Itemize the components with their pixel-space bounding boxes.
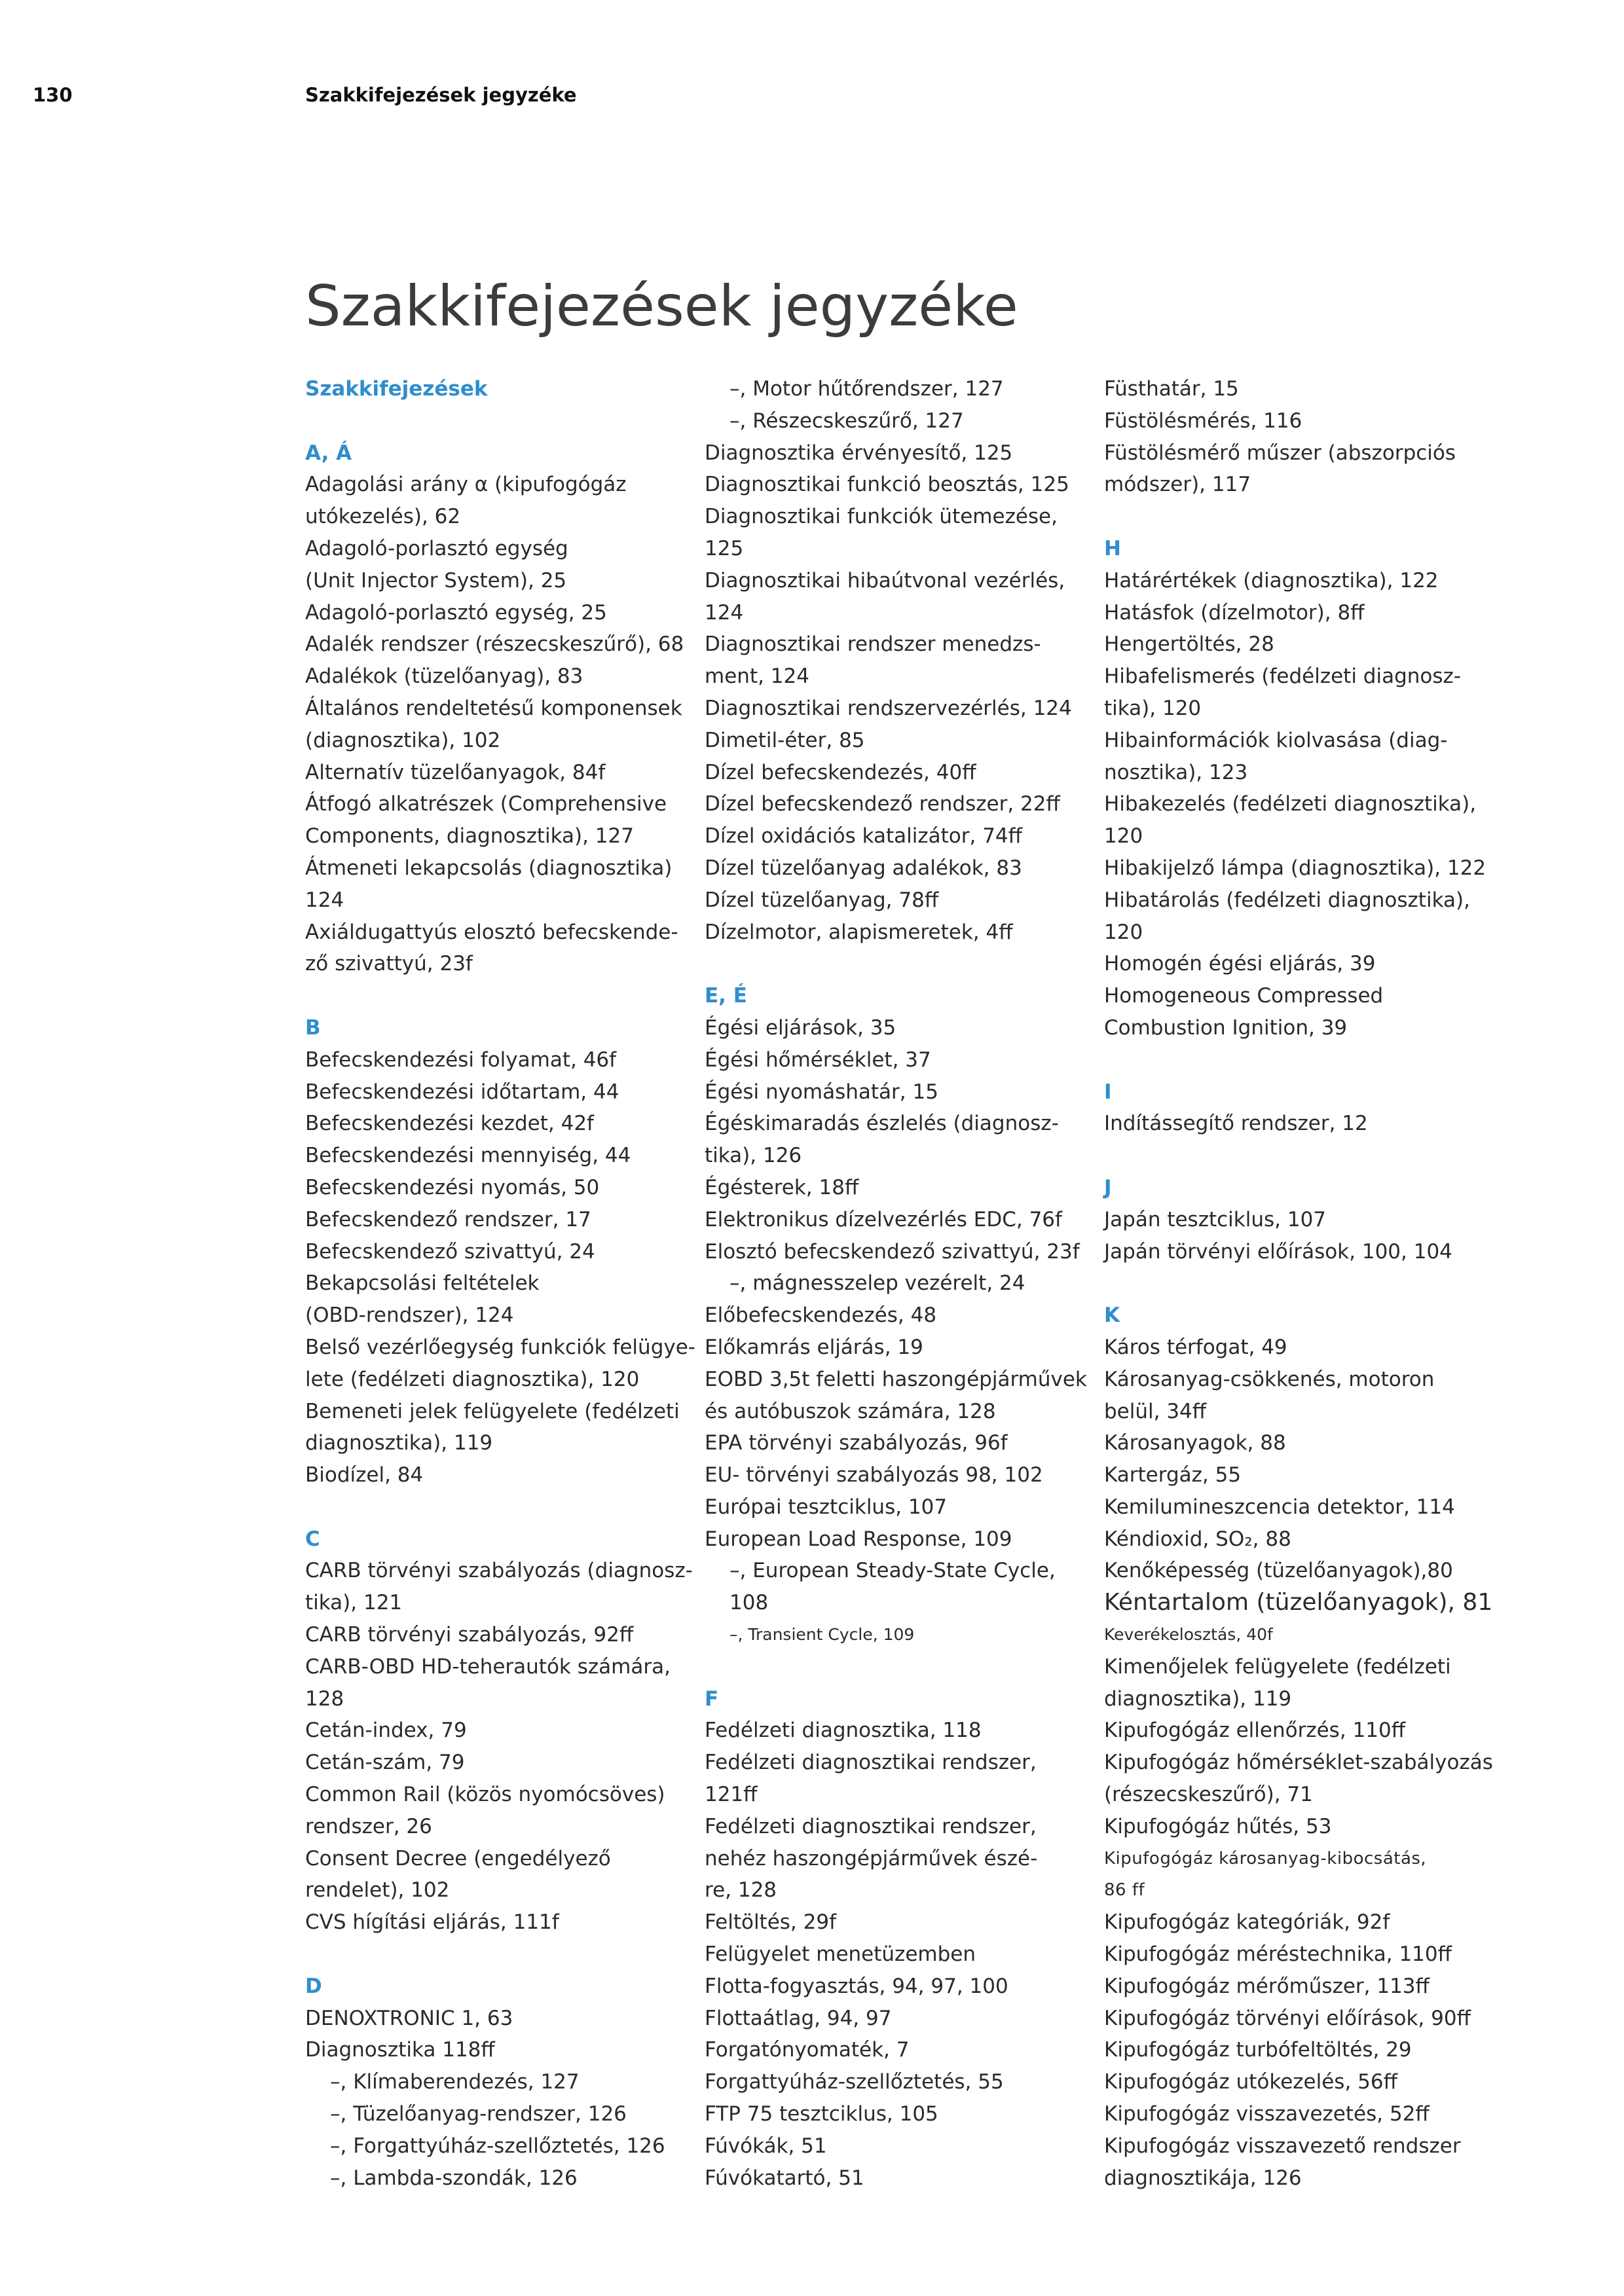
index-entry-line: Általános rendeltetésű komponensek — [305, 696, 682, 720]
index-entry-line: Bekapcsolási feltételek — [305, 1271, 540, 1296]
index-entry-line: Kipufogógáz hűtés, 53 — [1104, 1814, 1332, 1838]
index-entry-line: Kenőképesség (tüzelőanyagok),80 — [1104, 1559, 1453, 1583]
index-entry-line: (OBD-rendszer), 124 — [305, 1303, 514, 1328]
index-entry-line: Feltöltés, 29f — [705, 1910, 837, 1935]
index-entry — [1104, 948, 1497, 980]
index-entry-line: Kipufogógáz mérőműszer, 113ff — [1104, 1974, 1430, 1998]
index-entry-line: FTP 75 tesztciklus, 105 — [705, 2102, 938, 2126]
index-entry — [1104, 1971, 1497, 2003]
index-entry-line: Bemeneti jelek felügyelete (fedélzeti — [305, 1399, 680, 1423]
index-entry-line: ment, 124 — [705, 665, 809, 689]
index-entry — [1104, 1747, 1497, 1811]
index-entry-line: Fúvókatartó, 51 — [705, 2166, 864, 2190]
index-entry — [305, 1172, 698, 1204]
index-entry-line: nehéz haszongépjárművek észé- — [705, 1846, 1038, 1870]
index-entry-line: diagnosztikája, 126 — [1104, 2166, 1302, 2190]
index-entry — [1104, 1364, 1497, 1428]
index-entry-line: –, Klímaberendezés, 127 — [330, 2070, 580, 2094]
index-entry — [705, 1523, 1098, 1556]
index-entry-line: Befecskendezési mennyiség, 44 — [305, 1144, 631, 1168]
index-entry-line: és autóbuszok számára, 128 — [705, 1399, 996, 1423]
index-entry-line: Kipufogógáz kategóriák, 92f — [1104, 1910, 1390, 1935]
index-entry-line: EPA törvényi szabályozás, 96f — [705, 1431, 1008, 1455]
index-entry — [305, 1076, 698, 1108]
index-entry-line: –, mágnesszelep vezérelt, 24 — [729, 1271, 1025, 1296]
index-entry-line: Hatásfok (dízelmotor), 8ff — [1104, 600, 1365, 625]
index-entry — [305, 1267, 698, 1332]
index-entry — [705, 1811, 1098, 1906]
index-entry-line: Dízel befecskendező rendszer, 22ff — [705, 792, 1060, 816]
index-entry — [705, 1939, 1098, 1971]
index-entry-line: (diagnosztika), 102 — [305, 728, 501, 752]
index-entry-line: Forgattyúház-szellőztetés, 55 — [705, 2070, 1004, 2094]
index-entry-line: belül, 34ff — [1104, 1399, 1207, 1423]
index-entry-line: 86 ff — [1104, 1880, 1145, 1901]
index-entry — [705, 2162, 1098, 2195]
index-entry-line: diagnosztika), 119 — [305, 1431, 493, 1455]
index-entry-line: Füstölésmérő műszer (abszorpciós — [1104, 441, 1456, 465]
index-entry-line: Diagnosztikai funkció beosztás, 125 — [705, 473, 1069, 497]
index-entry-line: CARB-OBD HD-teherautók számára, — [305, 1654, 671, 1679]
index-subentry — [305, 2066, 698, 2098]
index-entry-line: Kimenőjelek felügyelete (fedélzeti — [1104, 1654, 1451, 1679]
index-entry — [705, 2098, 1098, 2130]
page-title: Szakkifejezések jegyzéke — [305, 273, 1018, 339]
index-entry-line: Füstölésmérés, 116 — [1104, 409, 1302, 433]
index-subentry — [705, 1619, 1098, 1651]
index-entry-line: Components, diagnosztika), 127 — [305, 824, 634, 848]
index-entry-line: Japán tesztciklus, 107 — [1104, 1207, 1327, 1231]
index-entry-line: rendelet), 102 — [305, 1878, 450, 1903]
index-entry — [1104, 1427, 1497, 1459]
index-entry-line: Befecskendezési időtartam, 44 — [305, 1080, 619, 1104]
index-entry-line: Cetán-index, 79 — [305, 1719, 467, 1743]
index-entry-line: Égési eljárások, 35 — [705, 1015, 896, 1040]
index-subentry — [305, 2098, 698, 2130]
index-entry-line: Diagnosztika érvényesítő, 125 — [705, 441, 1013, 465]
index-entry — [305, 533, 698, 597]
index-entry-line: –, Motor hűtőrendszer, 127 — [729, 377, 1004, 401]
page-number: 130 — [33, 84, 73, 106]
index-entry-line: Kipufogógáz utókezelés, 56ff — [1104, 2070, 1397, 2094]
index-entry — [305, 693, 698, 757]
index-column-1 — [305, 373, 698, 2194]
index-entry-line: Kéntartalom (tüzelőanyagok), 81 — [1104, 1589, 1493, 1616]
index-entry-line: –, Részecskeszűrő, 127 — [729, 409, 964, 433]
index-entry — [305, 788, 698, 852]
index-entry — [705, 469, 1098, 501]
index-entry-line: –, Lambda-szondák, 126 — [330, 2166, 578, 2190]
index-subentry — [305, 2162, 698, 2195]
index-entry-line: Hengertöltés, 28 — [1104, 632, 1274, 657]
index-entry-line: Előkamrás eljárás, 19 — [705, 1335, 923, 1359]
index-entry — [705, 1364, 1098, 1428]
index-entry-line: CARB törvényi szabályozás, 92ff — [305, 1623, 634, 1647]
index-entry — [305, 1715, 698, 1747]
index-entry — [1104, 2034, 1497, 2066]
index-entry — [705, 725, 1098, 757]
index-entry — [1104, 1555, 1497, 1587]
index-entry — [1104, 2098, 1497, 2130]
index-entry-line: Flotta-fogyasztás, 94, 97, 100 — [705, 1974, 1008, 1998]
index-entry — [1104, 1939, 1497, 1971]
index-entry — [705, 884, 1098, 917]
index-entry-line: Befecskendező rendszer, 17 — [305, 1207, 591, 1231]
index-column-2 — [705, 373, 1098, 2194]
index-entry-line: European Load Response, 109 — [705, 1527, 1012, 1551]
index-entry-line: CVS hígítási eljárás, 111f — [305, 1910, 559, 1935]
index-entry-line: Átfogó alkatrészek (Comprehensive — [305, 792, 667, 816]
index-entry-line: tika), 126 — [705, 1144, 802, 1168]
index-entry-line: Diagnosztika 118ff — [305, 2038, 495, 2062]
index-entry — [1104, 1811, 1497, 1843]
index-entry-line: Diagnosztikai funkciók ütemezése, — [705, 505, 1058, 529]
index-entry — [705, 1236, 1098, 1268]
index-entry — [1104, 661, 1497, 725]
section-heading: J — [1104, 1175, 1112, 1199]
index-entry — [1104, 1906, 1497, 1939]
index-entry-line: Kartergáz, 55 — [1104, 1463, 1242, 1487]
index-entry — [1104, 1204, 1497, 1236]
index-entry — [705, 917, 1098, 949]
index-entry-line: –, Forgattyúház-szellőztetés, 126 — [330, 2134, 665, 2158]
index-entry — [305, 1843, 698, 1907]
index-entry-line: Hibatárolás (fedélzeti diagnosztika), — [1104, 888, 1470, 912]
section-heading: E, É — [705, 984, 747, 1008]
index-entry-line: nosztika), 123 — [1104, 760, 1248, 784]
index-entry-line: Forgatónyomaték, 7 — [705, 2038, 910, 2062]
index-entry-line: –, Transient Cycle, 109 — [729, 1625, 915, 1645]
index-entry — [305, 1906, 698, 1939]
index-entry-line: re, 128 — [705, 1878, 777, 1903]
index-entry-line: Common Rail (közös nyomócsöves) — [305, 1783, 665, 1807]
index-entry-line: Combustion Ignition, 39 — [1104, 1015, 1348, 1040]
index-entry — [1104, 1491, 1497, 1523]
index-entry — [305, 597, 698, 629]
index-entry — [705, 1459, 1098, 1491]
index-entry-line: Fedélzeti diagnosztikai rendszer, — [705, 1814, 1037, 1838]
index-entry-line: diagnosztika), 119 — [1104, 1686, 1292, 1711]
index-entry — [1104, 2130, 1497, 2195]
index-entry-line: Homogeneous Compressed — [1104, 984, 1384, 1008]
index-entry — [305, 1555, 698, 1619]
index-entry-line: Adalékok (tüzelőanyag), 83 — [305, 665, 583, 689]
index-entry — [1104, 2003, 1497, 2035]
index-entry-line: Hibakezelés (fedélzeti diagnosztika), — [1104, 792, 1477, 816]
index-entry-line: Befecskendezési nyomás, 50 — [305, 1175, 600, 1199]
index-entry — [1104, 405, 1497, 437]
index-entry-line: CARB törvényi szabályozás (diagnosz- — [305, 1559, 693, 1583]
index-entry — [1104, 1459, 1497, 1491]
index-entry-line: 128 — [305, 1686, 344, 1711]
index-entry-line: Belső vezérlőegység funkciók felügye- — [305, 1335, 695, 1359]
section-heading: Szakkifejezések — [305, 377, 488, 401]
index-entry — [705, 1906, 1098, 1939]
index-entry-line: Égésterek, 18ff — [705, 1175, 859, 1199]
index-entry-line: Dízel befecskendezés, 40ff — [705, 760, 976, 784]
index-entry-line: utókezelés), 62 — [305, 505, 461, 529]
index-subentry — [705, 1267, 1098, 1300]
index-entry — [1104, 788, 1497, 852]
index-entry-line: Adalék rendszer (részecskeszűrő), 68 — [305, 632, 684, 657]
index-entry — [1104, 1651, 1497, 1715]
index-entry — [1104, 1108, 1497, 1140]
index-entry — [1104, 852, 1497, 884]
index-entry — [705, 1427, 1098, 1459]
index-entry — [305, 2003, 698, 2035]
index-entry — [705, 1108, 1098, 1172]
index-entry-line: Befecskendezési kezdet, 42f — [305, 1112, 594, 1136]
index-entry — [705, 1172, 1098, 1204]
index-entry — [305, 917, 698, 981]
index-entry — [705, 1332, 1098, 1364]
index-entry — [705, 1076, 1098, 1108]
index-entry-line: Dízel tüzelőanyag adalékok, 83 — [705, 856, 1022, 880]
section-heading: A, Á — [305, 441, 352, 465]
index-entry-line: Európai tesztciklus, 107 — [705, 1495, 948, 1519]
index-entry — [1104, 1523, 1497, 1556]
index-entry-line: tika), 120 — [1104, 696, 1202, 720]
index-entry-line: Diagnosztikai hibaútvonal vezérlés, — [705, 568, 1065, 592]
index-entry — [705, 1491, 1098, 1523]
index-entry-line: Égési hőmérséklet, 37 — [705, 1048, 931, 1072]
index-entry-line: Hibakijelző lámpa (diagnosztika), 122 — [1104, 856, 1486, 880]
index-entry — [305, 1140, 698, 1172]
index-entry — [705, 1012, 1098, 1044]
index-entry-line: Káros térfogat, 49 — [1104, 1335, 1287, 1359]
index-entry-line: Cetán-szám, 79 — [305, 1751, 465, 1775]
index-entry-line: Keverékelosztás, 40f — [1104, 1625, 1273, 1645]
index-entry — [305, 852, 698, 917]
index-entry — [305, 757, 698, 789]
index-entry-line: (Unit Injector System), 25 — [305, 568, 567, 592]
section-heading: C — [305, 1527, 320, 1551]
index-entry — [705, 2130, 1098, 2162]
index-entry-line: Füsthatár, 15 — [1104, 377, 1239, 401]
index-entry-line: Dízelmotor, alapismeretek, 4ff — [705, 920, 1013, 944]
index-entry-line: Flottaátlag, 94, 97 — [705, 2006, 892, 2030]
index-entry-line: Elosztó befecskendező szivattyú, 23f — [705, 1239, 1080, 1264]
index-entry — [705, 2034, 1098, 2066]
index-entry-line: Kéndioxid, SO₂, 88 — [1104, 1527, 1291, 1551]
index-entry-line: Consent Decree (engedélyező — [305, 1846, 611, 1870]
section-heading: H — [1104, 536, 1121, 560]
index-entry-line: Károsanyagok, 88 — [1104, 1431, 1286, 1455]
index-entry — [705, 565, 1098, 629]
index-entry-line: Biodízel, 84 — [305, 1463, 424, 1487]
index-entry-line: Felügyelet menetüzemben — [705, 1942, 976, 1967]
index-entry — [305, 1332, 698, 1396]
index-entry — [1104, 725, 1497, 789]
index-entry — [1104, 597, 1497, 629]
index-entry-line: Alternatív tüzelőanyagok, 84f — [305, 760, 606, 784]
index-entry-line: (részecskeszűrő), 71 — [1104, 1783, 1313, 1807]
index-entry-line: Előbefecskendezés, 48 — [705, 1303, 937, 1328]
index-entry — [1104, 1715, 1497, 1747]
index-entry-line: módszer), 117 — [1104, 473, 1251, 497]
index-entry-line: –, European Steady-State Cycle, — [729, 1559, 1056, 1583]
index-entry-line: Dízel tüzelőanyag, 78ff — [705, 888, 939, 912]
index-entry-line: lete (fedélzeti diagnosztika), 120 — [305, 1367, 640, 1391]
index-entry-line: tika), 121 — [305, 1591, 403, 1615]
section-heading: K — [1104, 1303, 1120, 1328]
index-entry — [705, 501, 1098, 565]
index-entry-line: Kipufogógáz visszavezetés, 52ff — [1104, 2102, 1430, 2126]
index-column-3 — [1104, 373, 1497, 2194]
index-entry — [1104, 629, 1497, 661]
index-entry — [1104, 1332, 1497, 1364]
index-entry — [305, 469, 698, 533]
index-entry-line: Kipufogógáz törvényi előírások, 90ff — [1104, 2006, 1471, 2030]
section-heading: F — [705, 1686, 719, 1711]
index-entry-line: 125 — [705, 536, 744, 560]
index-entry — [305, 1236, 698, 1268]
index-entry — [305, 1396, 698, 1460]
index-entry — [1104, 884, 1497, 949]
index-entry-line: –, Tüzelőanyag-rendszer, 126 — [330, 2102, 627, 2126]
index-entry-line: 124 — [305, 888, 344, 912]
index-entry-line: Kipufogógáz méréstechnika, 110ff — [1104, 1942, 1452, 1967]
index-entry-line: Kipufogógáz visszavezető rendszer — [1104, 2134, 1461, 2158]
index-entry-line: EU- törvényi szabályozás 98, 102 — [705, 1463, 1043, 1487]
index-entry-line: Kipufogógáz turbófeltöltés, 29 — [1104, 2038, 1412, 2062]
index-entry-line: Átmeneti lekapcsolás (diagnosztika) — [305, 856, 673, 880]
index-entry — [705, 2003, 1098, 2035]
index-entry — [705, 437, 1098, 469]
index-subentry — [705, 405, 1098, 437]
index-entry — [1104, 437, 1497, 501]
index-entry-line: Befecskendező szivattyú, 24 — [305, 1239, 595, 1264]
index-entry-line: Fedélzeti diagnosztika, 118 — [705, 1719, 982, 1743]
index-entry-line: Japán törvényi előírások, 100, 104 — [1104, 1239, 1452, 1264]
index-entry-line: Axiáldugattyús elosztó befecskende- — [305, 920, 678, 944]
index-entry-line: Kipufogógáz ellenőrzés, 110ff — [1104, 1719, 1406, 1743]
index-entry — [305, 661, 698, 693]
index-entry — [705, 852, 1098, 884]
index-entry — [705, 1747, 1098, 1811]
index-entry — [1104, 373, 1497, 405]
index-entry-line: rendszer, 26 — [305, 1814, 432, 1838]
index-entry — [1104, 980, 1497, 1044]
index-entry-line: Diagnosztikai rendszervezérlés, 124 — [705, 696, 1072, 720]
index-entry-line: ző szivattyú, 23f — [305, 952, 473, 976]
index-entry — [705, 629, 1098, 693]
index-entry — [1104, 1843, 1497, 1907]
index-entry — [1104, 1619, 1497, 1651]
index-entry-line: Károsanyag-csökkenés, motoron — [1104, 1367, 1435, 1391]
index-entry — [1104, 1236, 1497, 1268]
index-entry-line: EOBD 3,5t feletti haszongépjárművek — [705, 1367, 1087, 1391]
index-entry-line: 120 — [1104, 920, 1143, 944]
index-entry-line: Kemilumineszcencia detektor, 114 — [1104, 1495, 1455, 1519]
index-entry — [1104, 1587, 1497, 1619]
index-entry — [305, 1044, 698, 1076]
index-entry-line: Égéskimaradás észlelés (diagnosz- — [705, 1112, 1059, 1136]
index-entry — [1104, 565, 1497, 597]
index-entry-line: Kipufogógáz hőmérséklet-szabályozás — [1104, 1751, 1493, 1775]
index-subentry — [705, 1555, 1098, 1619]
index-entry-line: Kipufogógáz károsanyag-kibocsátás, — [1104, 1848, 1427, 1868]
index-entry-line: Adagolási arány α (kipufogógáz — [305, 473, 627, 497]
index-entry-line: Égési nyomáshatár, 15 — [705, 1080, 938, 1104]
index-entry — [705, 1204, 1098, 1236]
index-entry — [705, 1044, 1098, 1076]
index-entry — [305, 1747, 698, 1779]
index-entry-line: Adagoló-porlasztó egység, 25 — [305, 600, 607, 625]
index-entry-line: 121ff — [705, 1783, 758, 1807]
index-entry-line: Adagoló-porlasztó egység — [305, 536, 568, 560]
index-entry — [305, 1108, 698, 1140]
index-entry — [705, 757, 1098, 789]
index-entry — [305, 1204, 698, 1236]
index-entry — [705, 820, 1098, 852]
index-entry-line: Homogén égési eljárás, 39 — [1104, 952, 1376, 976]
index-subentry — [305, 2130, 698, 2162]
index-entry-line: Fedélzeti diagnosztikai rendszer, — [705, 1751, 1037, 1775]
index-entry — [705, 693, 1098, 725]
section-heading: B — [305, 1015, 321, 1040]
index-entry-line: Indítássegítő rendszer, 12 — [1104, 1112, 1368, 1136]
section-heading: I — [1104, 1080, 1112, 1104]
index-entry — [305, 629, 698, 661]
index-entry-line: 124 — [705, 600, 744, 625]
index-entry — [305, 1651, 698, 1715]
index-entry — [705, 1715, 1098, 1747]
index-entry — [705, 1971, 1098, 2003]
index-entry-line: Fúvókák, 51 — [705, 2134, 827, 2158]
index-entry-line: Dízel oxidációs katalizátor, 74ff — [705, 824, 1022, 848]
index-subentry — [705, 373, 1098, 405]
index-entry-line: Hibafelismerés (fedélzeti diagnosz- — [1104, 665, 1461, 689]
index-entry-line: Elektronikus dízelvezérlés EDC, 76f — [705, 1207, 1062, 1231]
index-entry-line: Befecskendezési folyamat, 46f — [305, 1048, 617, 1072]
index-entry — [305, 1619, 698, 1651]
index-entry-line: Dimetil-éter, 85 — [705, 728, 865, 752]
index-entry — [305, 2034, 698, 2066]
index-entry — [1104, 2066, 1497, 2098]
index-entry-line: DENOXTRONIC 1, 63 — [305, 2006, 513, 2030]
running-head: Szakkifejezések jegyzéke — [305, 84, 577, 106]
index-entry-line: 108 — [729, 1591, 769, 1615]
index-entry — [305, 1779, 698, 1843]
index-entry — [705, 1300, 1098, 1332]
index-entry — [705, 2066, 1098, 2098]
index-entry-line: Hibainformációk kiolvasása (diag- — [1104, 728, 1448, 752]
index-entry-line: Diagnosztikai rendszer menedzs- — [705, 632, 1041, 657]
index-entry-line: 120 — [1104, 824, 1143, 848]
section-heading: D — [305, 1974, 322, 1998]
index-entry — [705, 788, 1098, 820]
index-entry — [305, 1459, 698, 1491]
index-entry-line: Határértékek (diagnosztika), 122 — [1104, 568, 1439, 592]
